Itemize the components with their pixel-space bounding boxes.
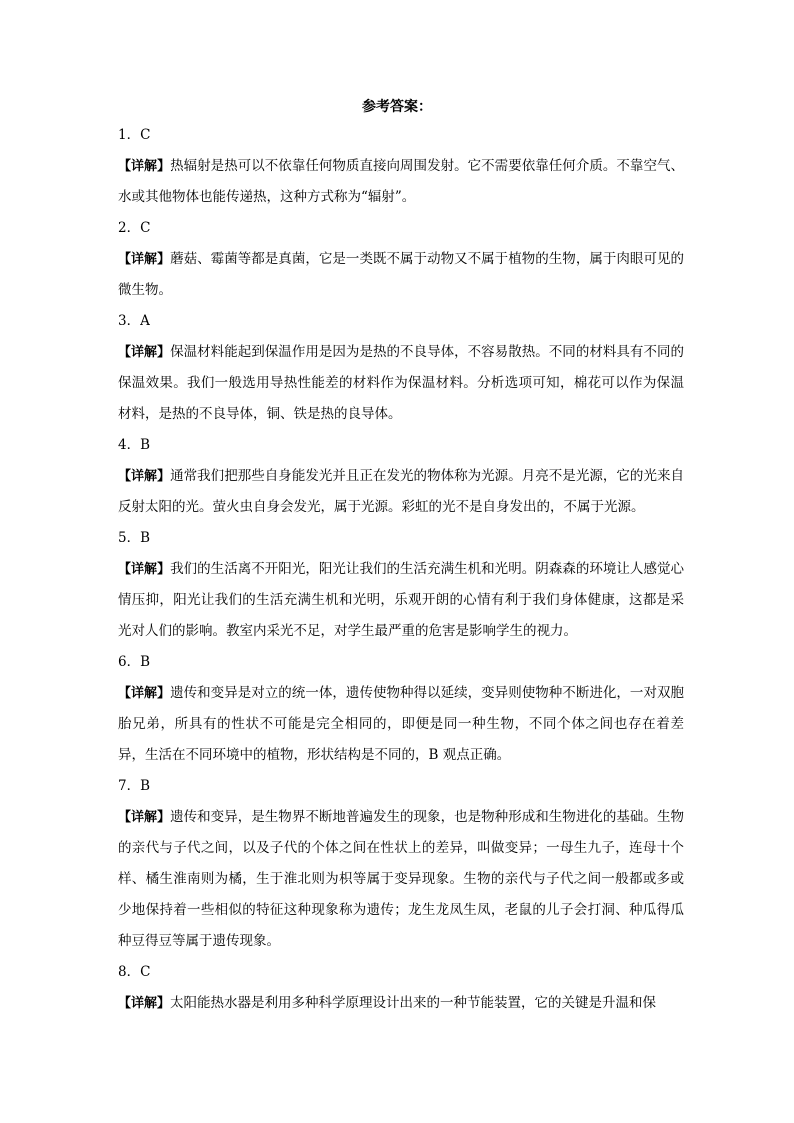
answer-number-6: 6．B: [118, 654, 151, 670]
explanation-text: 遗传和变异是对立的统一体，遗传使物种得以延续，变异则使物种不断进化，一对双胞胎兄弟，所具有的性状不可能是完全相同的，即便是同一种生物，不同个体之间也存在着差异，生活在不同环境中的植物，形状结构是不同的，B 观点正确。: [118, 685, 684, 763]
answer-explanation-1: [118, 151, 684, 213]
explain-tag: 【详解】: [118, 159, 171, 174]
answer-number-2: 2．C: [118, 220, 151, 236]
answer-number-5: 5．B: [118, 530, 151, 546]
answer-explanation-5: [118, 554, 684, 647]
answer-explanation-2: [118, 244, 684, 306]
answer-number-4: 4．B: [118, 437, 151, 453]
answer-number-8: 8．C: [118, 964, 151, 980]
explanation-text: 通常我们把那些自身能发光并且正在发光的物体称为光源。月亮不是光源，它的光来自反射太阳的光。萤火虫自身会发光，属于光源。彩虹的光不是自身发出的，不属于光源。: [118, 468, 684, 515]
answer-explanation-7: [118, 802, 684, 957]
answer-explanation-6: [118, 678, 684, 771]
explain-tag: 【详解】: [118, 562, 171, 577]
explanation-text: 太阳能热水器是利用多种科学原理设计出来的一种节能装置，它的关键是升温和保: [170, 995, 657, 1011]
explain-tag: 【详解】: [118, 810, 171, 825]
answer-number-3: 3．A: [118, 313, 150, 329]
explain-tag: 【详解】: [118, 996, 171, 1011]
explanation-text: 热辐射是热可以不依靠任何物质直接向周围发射。它不需要依靠任何介质。不靠空气、水或其他物体也能传递热，这种方式称为“辐射”。: [118, 158, 684, 205]
explain-tag: 【详解】: [118, 345, 171, 360]
explanation-text: 蘑菇、霉菌等都是真菌，它是一类既不属于动物又不属于植物的生物，属于肉眼可见的微生物。: [118, 251, 684, 298]
answer-list: [118, 120, 684, 1019]
answer-explanation-3: [118, 337, 684, 430]
answer-explanation-8: [118, 988, 684, 1019]
answer-number-7: 7．B: [118, 778, 151, 794]
answer-number-1: 1．C: [118, 127, 151, 143]
explanation-text: 保温材料能起到保温作用是因为是热的不良导体，不容易散热。不同的材料具有不同的保温效果。我们一般选用导热性能差的材料作为保温材料。分析选项可知，棉花可以作为保温材料，是热的不良导体，铜、铁是热的良导体。: [118, 344, 684, 422]
page-title: 参考答案：: [362, 99, 432, 115]
explanation-text: 我们的生活离不开阳光，阳光让我们的生活充满生机和光明。阴森森的环境让人感觉心情压抑，阳光让我们的生活充满生机和光明，乐观开朗的心情有利于我们身体健康，这都是采光对人们的影响。教室内采光不足，对学生最严重的危害是影响学生的视力。: [118, 561, 684, 639]
explain-tag: 【详解】: [118, 686, 171, 701]
answer-explanation-4: [118, 461, 684, 523]
explain-tag: 【详解】: [118, 469, 171, 484]
explain-tag: 【详解】: [118, 252, 171, 267]
explanation-text: 遗传和变异，是生物界不断地普遍发生的现象，也是物种形成和生物进化的基础。生物的亲代与子代之间，以及子代的个体之间在性状上的差异，叫做变异；一母生九子，连母十个样、橘生淮南则为橘，生于淮北则为枳等属于变异现象。生物的亲代与子代之间一般都或多或少地保持着一些相似的特征这种现象称为遗传；龙生龙凤生凤，老鼠的儿子会打洞、种瓜得瓜种豆得豆等属于遗传现象。: [118, 809, 684, 949]
